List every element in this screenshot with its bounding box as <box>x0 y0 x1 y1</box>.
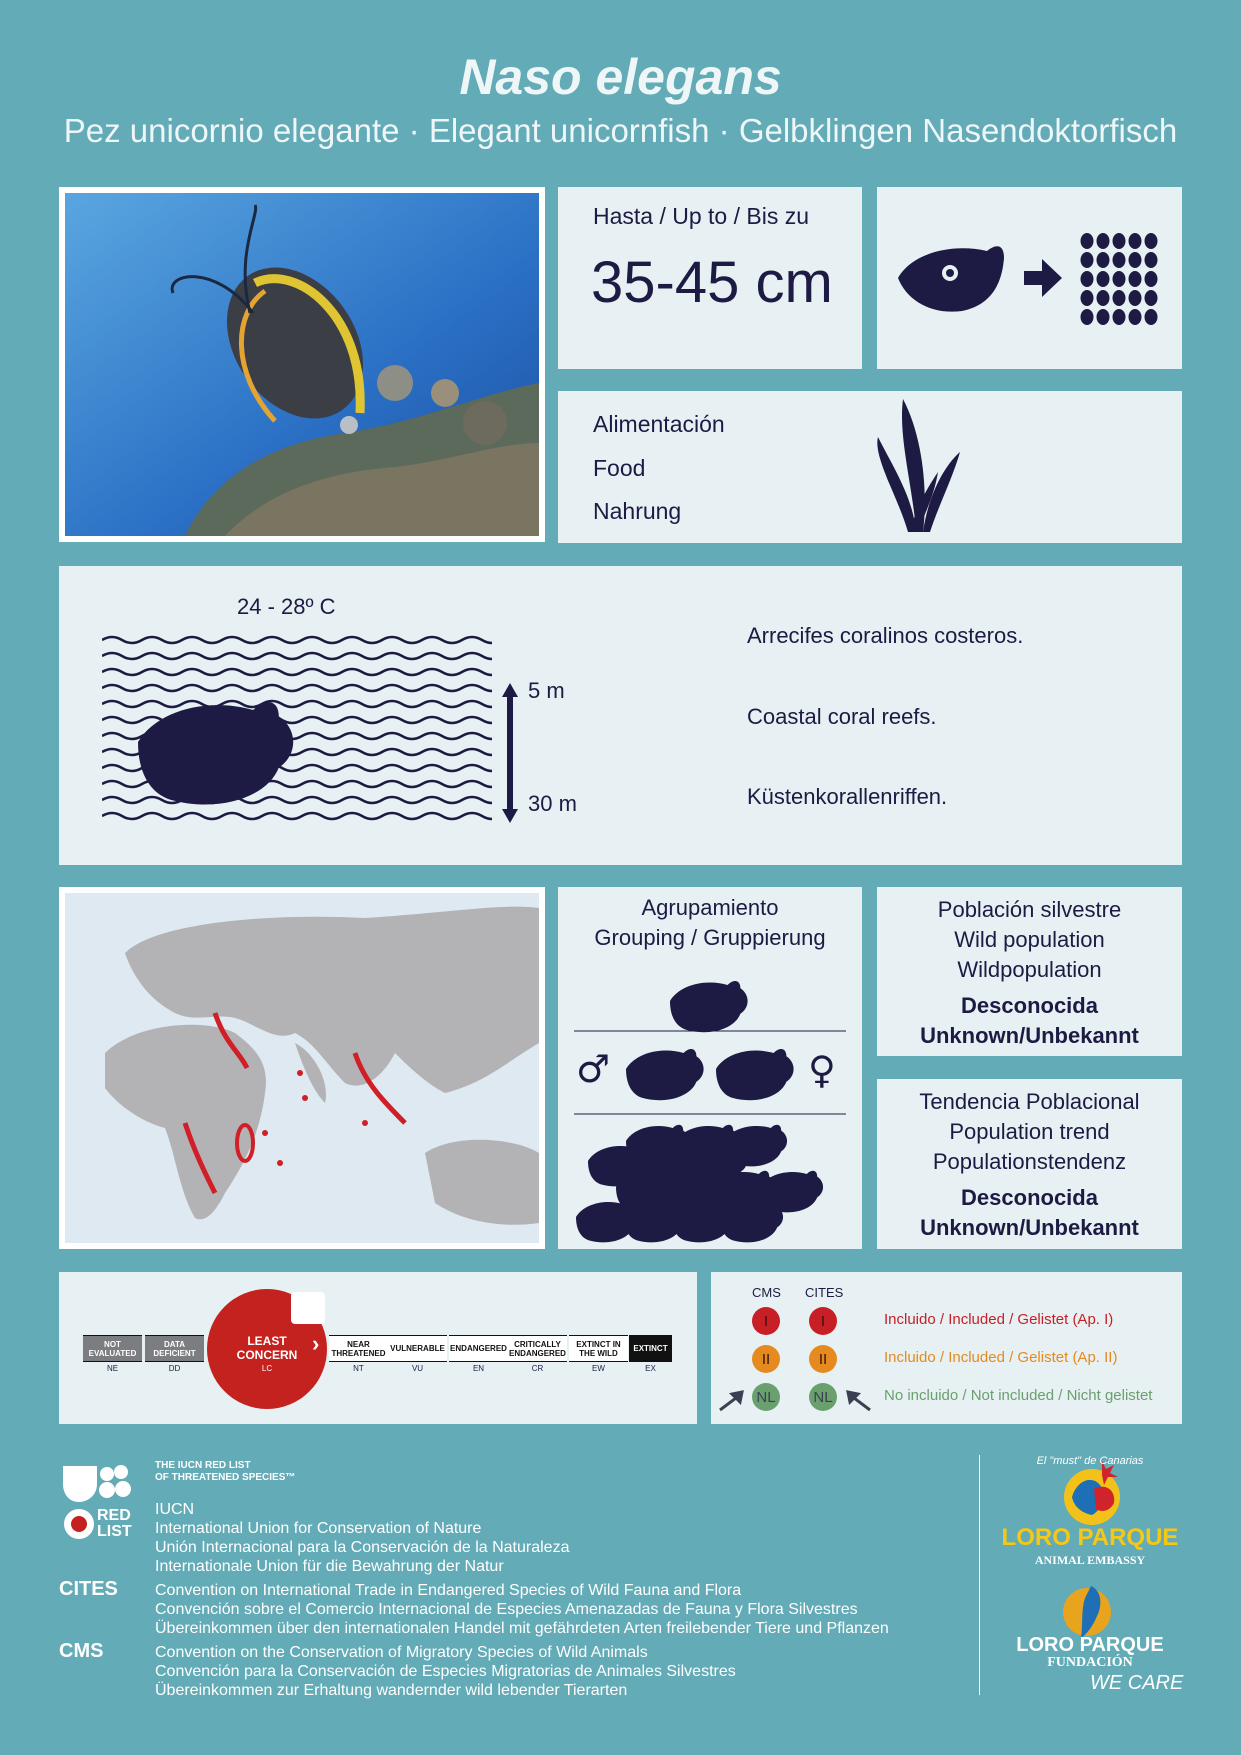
egg-icon <box>1081 290 1094 306</box>
redlist-selected-label: LEAST CONCERN <box>236 1334 298 1362</box>
legal-legend-i: Incluido / Included / Gelistet (Ap. I) <box>884 1311 1114 1328</box>
egg-icon <box>1097 309 1110 325</box>
iucn-line-es: Unión Internacional para la Conservación de la Naturaleza <box>155 1539 570 1556</box>
trend-status-en: Unknown/Unbekannt <box>920 1215 1139 1240</box>
fish-silhouette-icon <box>138 702 293 804</box>
cites-status-ii: II <box>809 1345 837 1373</box>
fund-sub: FUNDACIÓN <box>1047 1655 1133 1670</box>
loro-sub: ANIMAL EMBASSY <box>1034 1553 1146 1567</box>
common-names: Pez unicornio elegante · Elegant unicornfish · Gelbklingen Nasendoktorfisch <box>63 112 1178 149</box>
egg-icon <box>1097 271 1110 287</box>
egg-icon <box>1113 252 1126 268</box>
egg-icon <box>1145 233 1158 249</box>
footer-divider <box>979 1455 980 1695</box>
pointer-arrow-right-icon <box>846 1390 872 1412</box>
egg-icon <box>1145 290 1158 306</box>
cites-status-i: I <box>809 1307 837 1335</box>
wave-line <box>102 701 492 707</box>
redlist-abbr-nt: NT <box>353 1364 364 1373</box>
egg-icon <box>1129 309 1142 325</box>
redlist-category-en: ENDANGERED <box>449 1335 508 1362</box>
grouping-title: Agrupamiento <box>641 895 779 920</box>
redlist-pointer-icon: › <box>312 1331 320 1356</box>
egg-icon <box>1129 271 1142 287</box>
wild-population-status-en: Unknown/Unbekannt <box>920 1023 1139 1048</box>
redlist-abbr-ex: EX <box>645 1364 656 1373</box>
distribution-map <box>65 893 539 1243</box>
redlist-category-nt: NEAR THREATENED <box>329 1335 388 1362</box>
size-label: Hasta / Up to / Bis zu <box>593 203 810 229</box>
fund-slogan: WE CARE <box>1090 1672 1184 1694</box>
habitat-de: Küstenkorallenriffen. <box>747 784 948 809</box>
redlist-category-cr: CRITICALLY ENDANGERED <box>508 1335 567 1362</box>
food-label-es: Alimentación <box>593 411 725 437</box>
loro-parque-fundacion-logo <box>1057 1580 1127 1640</box>
photo-frame <box>59 187 545 542</box>
population-trend-panel <box>877 1079 1182 1249</box>
cms-column-header: CMS <box>752 1285 781 1300</box>
map-frame <box>59 887 545 1249</box>
redlist-category-ne: NOT EVALUATED <box>83 1335 142 1362</box>
egg-icon <box>1145 271 1158 287</box>
wave-line <box>102 685 492 691</box>
redlist-mini-logo-icon <box>291 1292 325 1324</box>
egg-icon <box>1113 271 1126 287</box>
egg-icon <box>1097 233 1110 249</box>
egg-icon <box>1081 271 1094 287</box>
wave-line <box>102 813 492 819</box>
cms-status-nl: NL <box>752 1383 780 1411</box>
egg-icon <box>1113 309 1126 325</box>
cites-head: CITES <box>59 1578 118 1600</box>
iucn-logo-red: RED <box>97 1507 131 1524</box>
depth-max: 30 m <box>528 791 577 816</box>
redlist-category-ex: EXTINCT <box>629 1335 672 1362</box>
cms-line-de: Übereinkommen zur Erhaltung wandernder wild lebender Tierarten <box>155 1682 628 1699</box>
trend-title-es: Tendencia Poblacional <box>919 1089 1140 1114</box>
size-value: 35-45 cm <box>591 250 833 315</box>
cites-line-en: Convention on International Trade in Endangered Species of Wild Fauna and Flora <box>155 1582 742 1599</box>
grouping-icons <box>558 965 862 1245</box>
trend-title-de: Populationstendenz <box>932 1149 1127 1174</box>
water-waves-icon <box>102 632 492 832</box>
food-label-de: Nahrung <box>593 498 682 524</box>
iucn-line-de: Internationale Union für die Bewahrung der Natur <box>155 1558 504 1575</box>
fish-icon <box>716 1049 794 1100</box>
cites-block <box>155 1581 889 1638</box>
food-label-en: Food <box>593 455 646 481</box>
scientific-name: Naso elegans <box>459 49 782 105</box>
egg-icon <box>1145 252 1158 268</box>
wave-line <box>102 653 492 659</box>
legal-legend-ii: Incluido / Included / Gelistet (Ap. II) <box>884 1349 1118 1366</box>
cites-column-header: CITES <box>805 1285 844 1300</box>
redlist-category-ew: EXTINCT IN THE WILD <box>569 1335 628 1362</box>
iucn-head: IUCN <box>155 1501 195 1518</box>
redlist-abbr-cr: CR <box>531 1364 544 1373</box>
fish-icon <box>670 981 748 1032</box>
redlist-abbr-vu: VU <box>411 1364 424 1373</box>
food-panel <box>558 391 1182 543</box>
iucn-logo-list: LIST <box>97 1523 132 1540</box>
egg-icon <box>1081 309 1094 325</box>
cms-line-es: Convención para la Conservación de Especies Migratorias de Animales Silvestres <box>155 1663 736 1680</box>
wild-population-title-de: Wildpopulation <box>957 957 1102 982</box>
egg-icon <box>1129 233 1142 249</box>
wave-line <box>102 797 492 803</box>
redlist-selected-abbr: LC <box>261 1364 273 1373</box>
habitat-panel <box>59 566 1182 865</box>
fish-photo <box>65 193 539 536</box>
grouping-subtitle: Grouping / Gruppierung <box>594 925 826 950</box>
redlist-category-vu: VULNERABLE <box>388 1335 447 1362</box>
egg-icon <box>1145 309 1158 325</box>
cms-block <box>155 1643 736 1700</box>
egg-icon <box>1097 290 1110 306</box>
iucn-logo-line1: THE IUCN RED LIST <box>155 1460 251 1471</box>
cms-head: CMS <box>59 1640 104 1662</box>
female-symbol-icon: ♀ <box>808 1048 836 1092</box>
cites-status-nl: NL <box>809 1383 837 1411</box>
depth-min: 5 m <box>528 678 565 703</box>
egg-icon <box>1113 290 1126 306</box>
male-symbol-icon: ♂ <box>576 1047 611 1091</box>
cms-line-en: Convention on the Conservation of Migratory Species of Wild Animals <box>155 1644 648 1661</box>
loro-tagline: El "must" de Canarias <box>1036 1455 1144 1467</box>
habitat-es: Arrecifes coralinos costeros. <box>747 623 1024 648</box>
cms-status-ii: II <box>752 1345 780 1373</box>
wild-population-panel <box>877 887 1182 1056</box>
temperature-range: 24 - 28º C <box>237 594 336 619</box>
iucn-block <box>155 1500 569 1576</box>
cites-line-es: Convención sobre el Comercio Internacional de Especies Amenazadas de Fauna y Flora Silvestres <box>155 1601 858 1618</box>
egg-icon <box>1129 252 1142 268</box>
egg-icon <box>1081 233 1094 249</box>
wild-population-title-es: Población silvestre <box>937 897 1122 922</box>
wave-line <box>102 669 492 675</box>
wave-line <box>102 637 492 643</box>
redlist-abbr-dd: DD <box>168 1364 181 1373</box>
fund-name: LORO PARQUE <box>1016 1634 1164 1656</box>
iucn-logo-line2: OF THREATENED SPECIES™ <box>155 1472 296 1483</box>
redlist-abbr-ne: NE <box>106 1364 119 1373</box>
seaweed-icon <box>868 397 968 537</box>
wild-population-title-en: Wild population <box>954 927 1105 952</box>
egg-icon <box>1129 290 1142 306</box>
cms-status-i: I <box>752 1307 780 1335</box>
habitat-en: Coastal coral reefs. <box>747 704 937 729</box>
iucn-line-en: International Union for Conservation of Nature <box>155 1520 482 1537</box>
wild-population-status-es: Desconocida <box>961 993 1098 1018</box>
redlist-abbr-en: EN <box>472 1364 485 1373</box>
trend-title-en: Population trend <box>949 1119 1110 1144</box>
egg-laying-icon <box>892 223 1172 333</box>
redlist-abbr-ew: EW <box>592 1364 605 1373</box>
egg-icon <box>1097 252 1110 268</box>
loro-name: LORO PARQUE <box>1001 1524 1179 1551</box>
egg-icon <box>1113 233 1126 249</box>
cites-line-de: Übereinkommen über den internationalen Handel mit gefährdeten Arten freilebender Tiere und Pflanzen <box>155 1620 889 1637</box>
egg-icon <box>1081 252 1094 268</box>
fish-icon <box>626 1049 704 1100</box>
reproduction-panel <box>877 187 1182 369</box>
size-panel <box>558 187 862 369</box>
grouping-panel <box>558 887 862 1249</box>
redlist-category-dd: DATA DEFICIENT <box>145 1335 204 1362</box>
legal-legend-nl: No incluido / Not included / Nicht gelistet <box>884 1387 1153 1404</box>
depth-arrow-icon <box>500 683 520 823</box>
pointer-arrow-left-icon <box>718 1390 744 1412</box>
trend-status-es: Desconocida <box>961 1185 1098 1210</box>
